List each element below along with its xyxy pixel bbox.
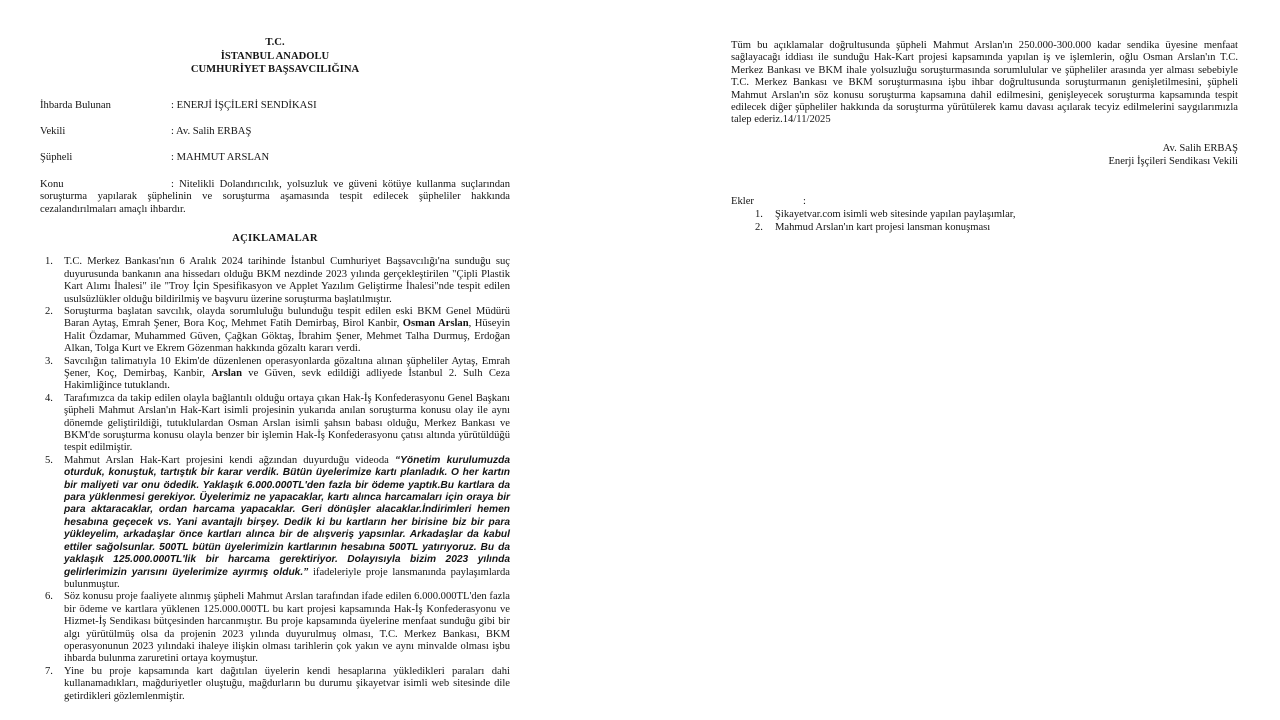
explanation-item [40, 306, 510, 356]
attachment-item [731, 222, 1238, 234]
field-value-konu: : Nitelikli Dolandırıcılık, yolsuzluk ve güveni kötüye kullanma suçlarından soruşturma yapılarak şüphelinin ve soruşturma aşamasında tespit edilecek şüpheliler hakkında cezalandırılmaları amaçlı ihbardır. [40, 178, 510, 215]
case-field [40, 100, 510, 112]
item-number: 3. [45, 355, 53, 367]
header-line-city: İSTANBUL ANADOLU [220, 50, 330, 62]
attachments-list [731, 209, 1238, 234]
text-segment: T.C. Merkez Bankası'nın 6 Aralık 2024 tarihinde İstanbul Cumhuriyet Başsavcılığı'na sunduğu suç duyurusunda bankanın ana hissedarı olduğu BKM nezdinde 2023 yılında gerçekleştirilen "Çipli Plastik Kart Alımı İhalesi" ile "Troy İçin Spesifikasyon ve Applet Yazılım Geliştirme İhalesi"nde tespit edilen usulsüzlükler olduğu bildirilmiş ve başvuru üzerine soruşturma başlatılmıştır. [64, 256, 510, 305]
text-segment: Arslan [211, 368, 242, 379]
explanation-item [40, 356, 510, 393]
attachments-block [731, 196, 1238, 234]
case-field [40, 126, 510, 138]
text-segment: , Hüseyin Halit Özdamar, Muhammed Güven, Çağkan Göktaş, İbrahim Şener, Mehmet Talha Durmuş, Erdoğan Alkan, Tolga Kurt ve Ekrem Gözenman hakkında gözaltı kararı verdi. [64, 318, 511, 355]
signature-title: Enerji İşçileri Sendikası Vekili [1108, 156, 1238, 168]
field-value: : MAHMUT ARSLAN [171, 152, 270, 164]
signature-name: Av. Salih ERBAŞ [1162, 142, 1238, 154]
field-label: Vekili [40, 125, 66, 137]
text-segment: Söz konusu proje faaliyete alınmış şüpheli Mahmut Arslan tarafından ifade edilen 6.000.000TL'den fazla bir ödeme ve kartlara yüklenen 125.000.000TL bu kart projesi kapsamında Hak-İş Konfederasyonu ve Hizmet-İş Sendikası bütçesinden harcanmıştır. Bu proje kapsamında üyelerine menfaat sunduğu gibi bir algı yürütülmüş olsa da projenin 2023 yılında duyurulmuş olması, T.C. Merkez Bankası, BKM operasyonunun 2023 yılındaki ihaleye ilişkin olması tarihlerin çok yakın ve aynı minvalde olması işbu ihbarda bulunma zaruretini ortaya koymuştur. [64, 591, 510, 665]
text-segment: Tarafımızca da takip edilen olayla bağlantılı olduğu ortaya çıkan Hak-İş Konfederasyonu Genel Başkanı şüpheli Mahmut Arslan'ın Hak-Kart isimli projesinin yukarıda anılan soruşturma konusu olay ile aynı dönemde geliştirildiği, tutuklulardan Osman Arslan isimli şahsın babası olduğu, Merkez Bankası ve BKM'de soruşturma konusu olayla benzer bir işlemin Hak-İş Konfederasyonu çatısı altında yürütüldüğü tespit edilmiştir. [64, 392, 510, 454]
item-number: 1. [45, 256, 53, 268]
explanation-list [40, 256, 510, 703]
field-value: : Av. Salih ERBAŞ [171, 125, 252, 137]
header-line-office: CUMHURİYET BAŞSAVCILIĞINA [190, 64, 360, 75]
attachment-item [731, 209, 1238, 221]
text-segment: Osman Arslan [402, 318, 469, 330]
header-line-tc: T.C. [265, 37, 285, 48]
signature-block [731, 142, 1238, 169]
attachment-text: Mahmud Arslan'ın kart projesi lansman konuşması [775, 221, 991, 233]
explanation-item [40, 666, 510, 703]
item-number: 2. [45, 305, 53, 317]
field-label-konu: Konu [40, 178, 64, 190]
item-number: 4. [45, 392, 53, 404]
field-label: İhbarda Bulunan [40, 99, 111, 111]
field-value: : ENERJİ İŞÇİLERİ SENDİKASI [171, 99, 317, 111]
attachment-number: 2. [755, 221, 763, 233]
text-segment: ve Güven, sevk edildiği adliyede İstanbul 2. Sulh Ceza Hakimliğince tutuklandı. [64, 368, 510, 392]
case-fields [40, 100, 510, 165]
item-number: 7. [45, 665, 53, 677]
field-label: Şüpheli [40, 152, 73, 164]
text-segment: Savcılığın talimatıyla 10 Ekim'de düzenlenen operasyonlarda gözaltına alınan şüpheliler Aytaş, Emrah Şener, Koç, Demirbaş, Kanbir, [64, 355, 510, 379]
case-field [40, 152, 510, 164]
explanation-item [40, 591, 510, 665]
attachments-header [731, 196, 1238, 208]
attachment-number: 1. [755, 209, 763, 221]
page-2 [731, 0, 1238, 234]
attachments-colon: : [803, 195, 806, 207]
text-segment: Mahmut Arslan Hak-Kart projesini kendi ağzından duyurduğu videoda [64, 454, 395, 466]
attachments-label: Ekler [731, 195, 754, 207]
closing-paragraph: Tüm bu açıklamalar doğrultusunda şüpheli Mahmut Arslan'ın 250.000-300.000 kadar sendika üyesine menfaat sağlayacağı iddiası ile sunduğu Hak-Kart projesi kapsamında yapılan iş ve işlemlerin, oğlu Osman Arslan'ın T.C. Merkez Bankası ve BKM ihale yolsuzluğu soruşturmasında sorumlulular ve şüpheliler arasında yer alması sebebiyle T.C. Merkez Bankası ve BKM soruşturmasına işbu ihbar doğrultusunda soruşturmanın genişletilmesini, şüpheli Mahmut Arslan'ın söz konusu soruşturma kapsamına dahil edilmesini, genişleyecek soruşturma kapsamında tespit edilecek diğer şüpheliler hakkında da soruşturma yürütülerek kamu davası açılarak tecyiz edilmelerini saygılarımızla talep ederiz.14/11/2025 [731, 40, 1238, 126]
text-segment: Yine bu proje kapsamında kart dağıtılan üyelerin kendi hesaplarına yükledikleri paraları dahi kullanamadıkları, mağduriyetler oluştuğu, mağdurların bu durumu şikayetvar isimli web sitesinde dile getirdikleri gözlemlenmiştir. [64, 665, 510, 702]
text-segment: ifadeleriyle proje lansmanında paylaşımlarda bulunmuştur. [64, 566, 510, 590]
document-header [40, 36, 510, 77]
item-number: 5. [45, 454, 53, 466]
explanation-item [40, 256, 510, 306]
konu-field [40, 179, 510, 216]
text-segment: Soruşturma başlatan savcılık, olayda sorumluluğu bulunduğu tespit edilen eski BKM Genel Müdürü Baran Aytaş, Emrah Şener, Bora Koç, Mehmet Fatih Demirbaş, Birol Kanbir, [64, 305, 510, 330]
attachment-text: Şikayetvar.com isimli web sitesinde yapılan paylaşımlar, [775, 209, 1016, 221]
explanation-item [40, 393, 510, 455]
section-title: AÇIKLAMALAR [232, 232, 318, 244]
text-segment: “Yönetim kurulumuzda oturduk, konuştuk, tartıştık bir karar verdik. Bütün üyelerimize kartı planladık. O her kartın bir maliyeti var onu ödedik. Yaklaşık 6.000.000TL'den fazla bir ödeme yaptık.Bu kartlara da para yüklenmesi gerekiyor. Üyelerimiz ne yapacaklar, kartı alınca harcamaları için oraya bir para aktaracaklar, ordan harcama yapacaklar. Geri dönüşler alacaklar.İndirimleri hemen hesabına geçecek vs. Yani avantajlı birşey. Dedik ki bu kartların her birisine biz bir para yükleyelim, arkadaşlar önce kartları alınca bir de alışveriş yapsınlar. Arkadaşlar da kabul ettiler sağolsunlar. 500TL bütün üyelerimizin kartlarının hesabına 500TL yatırıyoruz. Bu da yaklaşık 125.000.000TL'lik bir harcama gerektiriyor. Dolayısıyla bizim 2023 yılında gelirlerimizin yarısını üyelerimize ayırmış olduk.” [64, 454, 511, 578]
explanation-item [40, 455, 510, 591]
item-number: 6. [45, 591, 53, 603]
page-1 [40, 0, 510, 703]
